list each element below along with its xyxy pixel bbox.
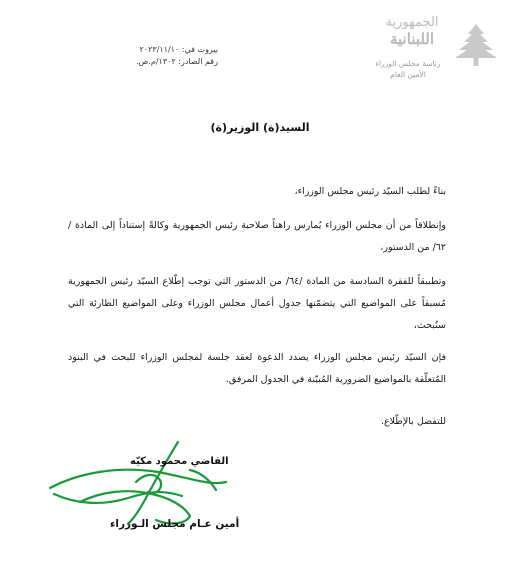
signatory-title: أمين عـام مجلس الـوزراء — [110, 518, 240, 530]
closing-line: للتفضل بالإطّلاع. — [380, 416, 446, 427]
addressee: السيد(ة) الوزير(ة) — [210, 121, 310, 134]
office-block — [368, 58, 448, 80]
paragraph: وتطبيقاً للفقرة السادسة من المادة /٦٤/ من الدستور التي توجب إطّلاع السيّد رئيس الجمهورية مُسبقاً على المواضيع التي يتضمّنها جدول أعمال مجلس الوزراء وعلى المواضيع الطارئة التي ستُبحث، — [68, 276, 446, 331]
office-line-1: رئاسة مجلس الوزراء — [375, 59, 441, 68]
letter-body — [68, 181, 446, 443]
office-line-2: الأمين العام — [390, 70, 426, 79]
letter-reference: رقم الصادر: ١٣٠٢/م.ص. — [136, 57, 218, 66]
cedar-tree-icon — [450, 20, 502, 70]
crest-title — [376, 16, 448, 48]
crest-line-1: الجمهورية — [385, 15, 439, 30]
paragraph: بناءً لطلب السيّد رئيس مجلس الوزراء، — [294, 186, 446, 197]
paragraph: وإنطلاقاً من أن مجلس الوزراء يُمارس راهناً صلاحية رئيس الجمهورية وكالةً إستناداً إلى المادة /٦٢/ من الدستور، — [68, 220, 446, 253]
letter-date: بيروت في: ٢٠٢٣/١١/١٠ — [139, 45, 218, 54]
paragraph: فإن السيّد رئيس مجلس الوزراء يصدد الدعوة لعقد جلسة لمجلس الوزراء للبحث في البنود المُتعلّقة بالمواضيع الضرورية المُبيّنة في الجدول المرفق. — [68, 352, 446, 385]
letter-meta — [68, 44, 218, 68]
crest-line-2: اللبنانية — [389, 30, 435, 48]
letterhead — [372, 14, 502, 94]
signatory-name: القاضي محمود مكيّه — [130, 456, 229, 467]
